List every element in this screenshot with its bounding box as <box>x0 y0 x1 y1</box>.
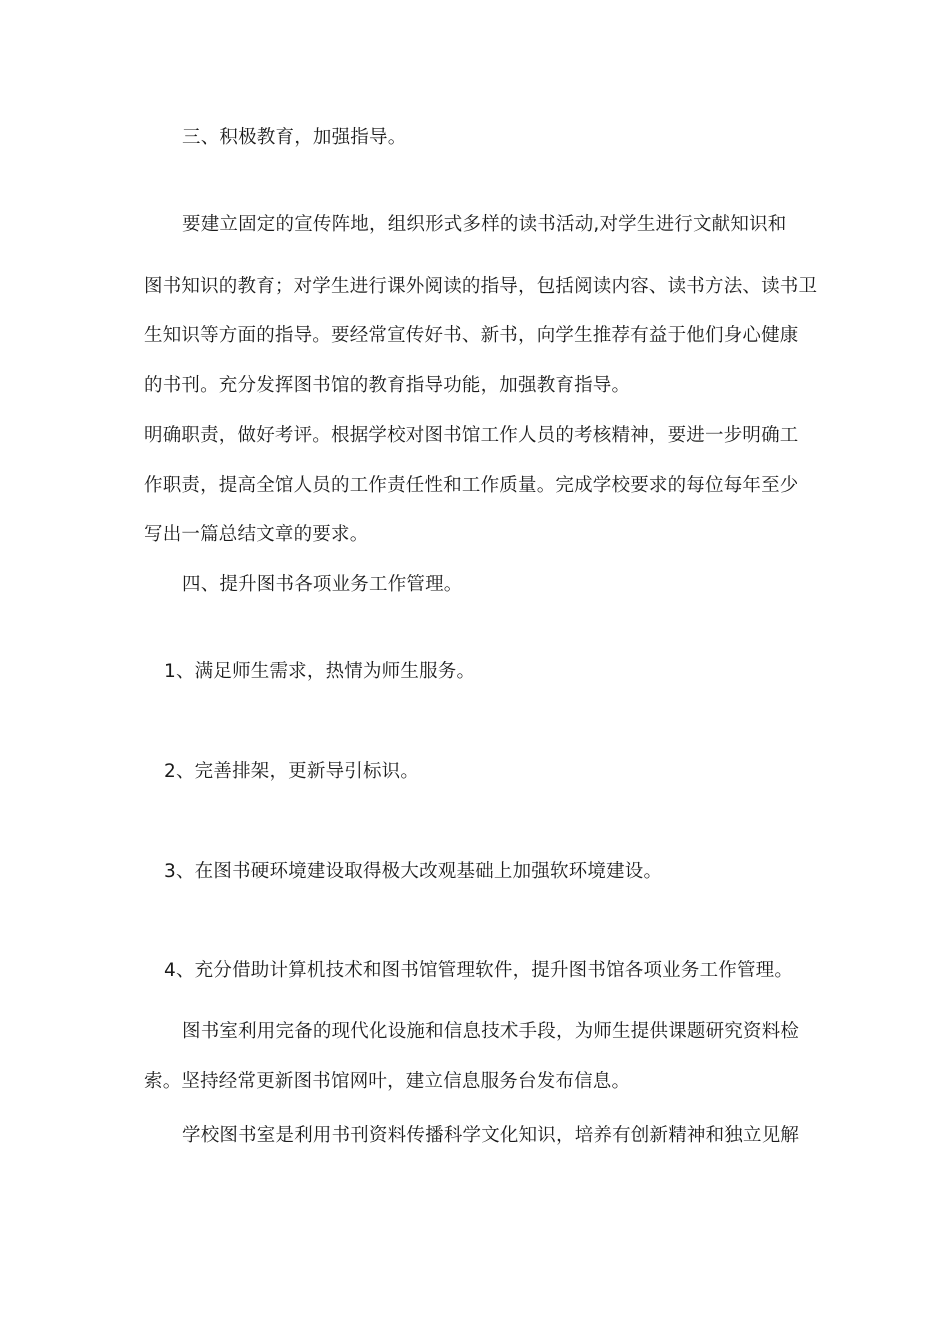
paragraph-line: 明确职责，做好考评。根据学校对图书馆工作人员的考核精神，要进一步明确工 <box>144 425 799 446</box>
paragraph-line: 学校图书室是利用书刊资料传播科学文化知识，培养有创新精神和独立见解 <box>182 1125 800 1146</box>
paragraph-line: 写出一篇总结文章的要求。 <box>144 524 369 545</box>
paragraph-line: 要建立固定的宣传阵地，组织形式多样的读书活动,对学生进行文献知识和 <box>182 214 787 235</box>
list-item: 3、在图书硬环境建设取得极大改观基础上加强软环境建设。 <box>164 861 663 882</box>
list-item: 1、满足师生需求，热情为师生服务。 <box>164 661 476 682</box>
paragraph-line: 的书刊。充分发挥图书馆的教育指导功能，加强教育指导。 <box>144 375 631 396</box>
section-heading-4: 四、提升图书各项业务工作管理。 <box>182 574 463 595</box>
paragraph-line: 图书室利用完备的现代化设施和信息技术手段，为师生提供课题研究资料检 <box>182 1021 800 1042</box>
paragraph-line: 索。坚持经常更新图书馆网叶，建立信息服务台发布信息。 <box>144 1071 631 1092</box>
paragraph-line: 生知识等方面的指导。要经常宣传好书、新书，向学生推荐有益于他们身心健康 <box>144 325 799 346</box>
section-heading-3: 三、积极教育，加强指导。 <box>182 127 407 148</box>
paragraph-line: 作职责，提高全馆人员的工作责任性和工作质量。完成学校要求的每位每年至少 <box>144 475 799 496</box>
list-item: 4、充分借助计算机技术和图书馆管理软件，提升图书馆各项业务工作管理。 <box>164 960 794 981</box>
list-item: 2、完善排架，更新导引标识。 <box>164 761 420 782</box>
paragraph-line: 图书知识的教育；对学生进行课外阅读的指导，包括阅读内容、读书方法、读书卫 <box>144 276 818 297</box>
